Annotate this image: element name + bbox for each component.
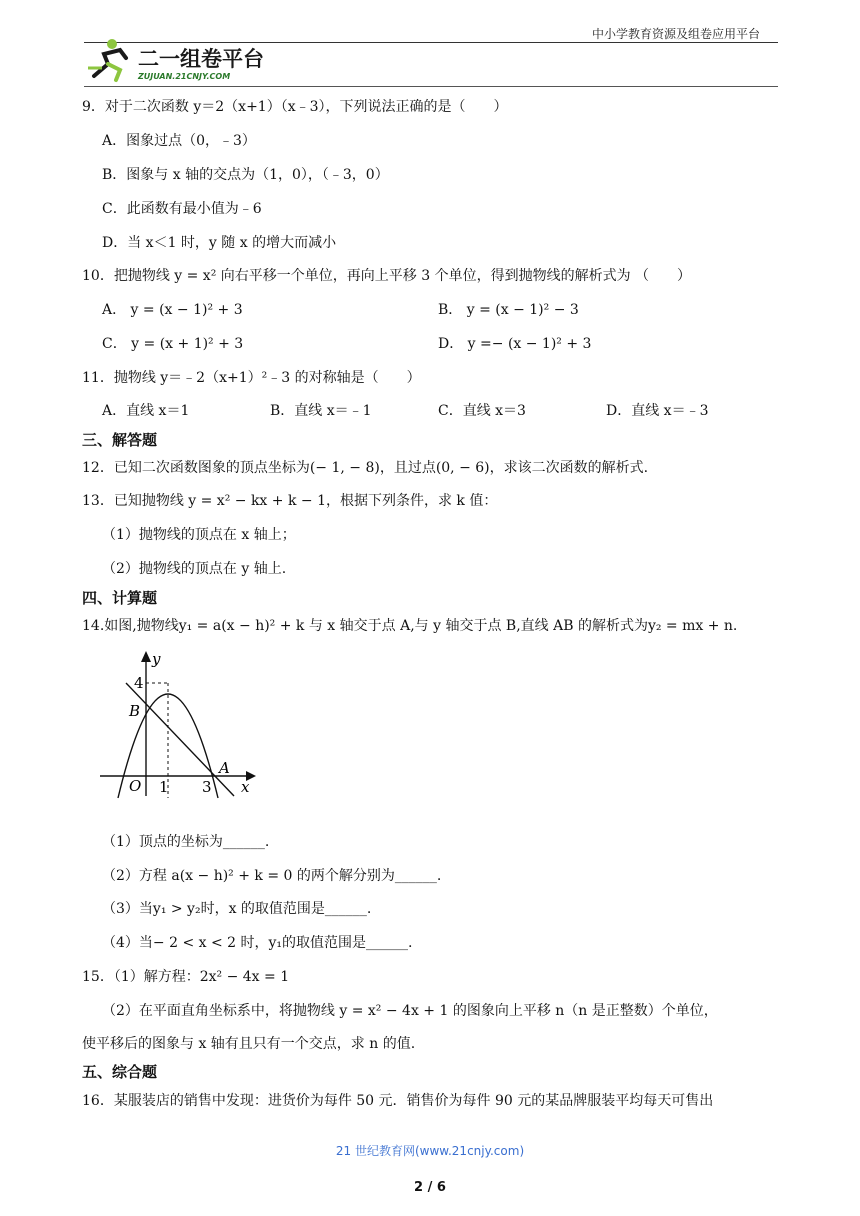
section-5-heading: 五、综合题 xyxy=(82,1063,158,1081)
q15-part-1: 15．（1）解方程：2x² − 4x = 1 xyxy=(82,969,290,985)
q14-stem: 14.如图,抛物线y₁ = a(x − h)² + k 与 x 轴交于点 A,与 y 轴交于点 B,直线 AB 的解析式为y₂ = mx + n. xyxy=(82,618,738,634)
logo xyxy=(86,36,286,88)
q10-stem: 10．把抛物线 y = x² 向右平移一个单位，再向上平移 3 个单位，得到抛物线的解析式为 （ ） xyxy=(82,268,692,284)
q10-option-a: A． y = (x − 1)² + 3 xyxy=(102,302,243,318)
footer-link[interactable]: 21 世纪教育网(www.21cnjy.com) xyxy=(335,1144,525,1158)
label-a: A xyxy=(219,759,230,777)
label-4: 4 xyxy=(134,674,144,692)
label-1: 1 xyxy=(159,778,169,796)
section-4-heading: 四、计算题 xyxy=(82,589,158,607)
q9-option-b: B．图象与 x 轴的交点为（1，0），（﹣3，0） xyxy=(102,167,389,183)
q14-part-4: （4）当− 2 < x < 2 时，y₁的取值范围是______. xyxy=(102,935,413,951)
q16-stem: 16．某服装店的销售中发现：进货价为每件 50 元．销售价为每件 90 元的某品牌服装平均每天可售出 xyxy=(82,1093,714,1109)
label-y: y xyxy=(152,650,161,668)
label-3: 3 xyxy=(202,778,212,796)
q11-stem: 11．抛物线 y＝﹣2（x+1）²﹣3 的对称轴是（ ） xyxy=(82,370,421,386)
q13-part-1: （1）抛物线的顶点在 x 轴上； xyxy=(102,527,296,543)
q10-option-d: D． y =− (x − 1)² + 3 xyxy=(438,336,592,352)
platform-name: 中小学教育资源及组卷应用平台 xyxy=(592,27,761,41)
label-b: B xyxy=(129,702,141,720)
q12-stem: 12．已知二次函数图象的顶点坐标为(− 1, − 8)，且过点(0, − 6)，求该二次函数的解析式. xyxy=(82,460,649,476)
q9-stem: 9．对于二次函数 y＝2（x+1）（x﹣3），下列说法正确的是（ ） xyxy=(82,99,508,115)
page-number: 2 / 6 xyxy=(414,1180,446,1195)
q14-part-3: （3）当y₁ > y₂时，x 的取值范围是______. xyxy=(102,901,372,917)
q9-option-d: D．当 x＜1 时，y 随 x 的增大而减小 xyxy=(102,235,337,251)
q10-option-c: C． y = (x + 1)² + 3 xyxy=(102,336,244,352)
logo-subtext: ZUJUAN.21CNJY.COM xyxy=(138,72,231,81)
q11-option-d: D．直线 x＝﹣3 xyxy=(606,403,709,419)
logo-runner-icon xyxy=(86,36,286,84)
section-3-heading: 三、解答题 xyxy=(82,431,158,449)
q13-part-2: （2）抛物线的顶点在 y 轴上. xyxy=(102,561,287,577)
q14-figure xyxy=(96,646,266,810)
q9-option-a: A．图象过点（0，﹣3） xyxy=(102,133,256,149)
y-axis-arrow-icon xyxy=(141,651,151,662)
header-rule-2 xyxy=(84,86,778,87)
q9-option-c: C．此函数有最小值为﹣6 xyxy=(102,201,262,217)
q14-part-2: （2）方程 a(x − h)² + k = 0 的两个解分别为______. xyxy=(102,868,442,884)
q15-part-2b: 使平移后的图象与 x 轴有且只有一个交点，求 n 的值. xyxy=(82,1036,416,1052)
q11-option-c: C．直线 x＝3 xyxy=(438,403,526,419)
q11-option-b: B．直线 x＝﹣1 xyxy=(270,403,372,419)
q10-option-b: B． y = (x − 1)² − 3 xyxy=(438,302,579,318)
label-x: x xyxy=(241,778,250,796)
logo-text: 二一组卷平台 xyxy=(138,47,264,71)
q15-part-2a: （2）在平面直角坐标系中，将抛物线 y = x² − 4x + 1 的图象向上平移 n（n 是正整数）个单位， xyxy=(102,1003,718,1019)
q11-option-a: A．直线 x＝1 xyxy=(102,403,190,419)
label-origin: O xyxy=(129,777,142,795)
q14-part-1: （1）顶点的坐标为______. xyxy=(102,834,270,850)
q13-stem: 13．已知抛物线 y = x² − kx + k − 1，根据下列条件，求 k 值： xyxy=(82,493,498,509)
